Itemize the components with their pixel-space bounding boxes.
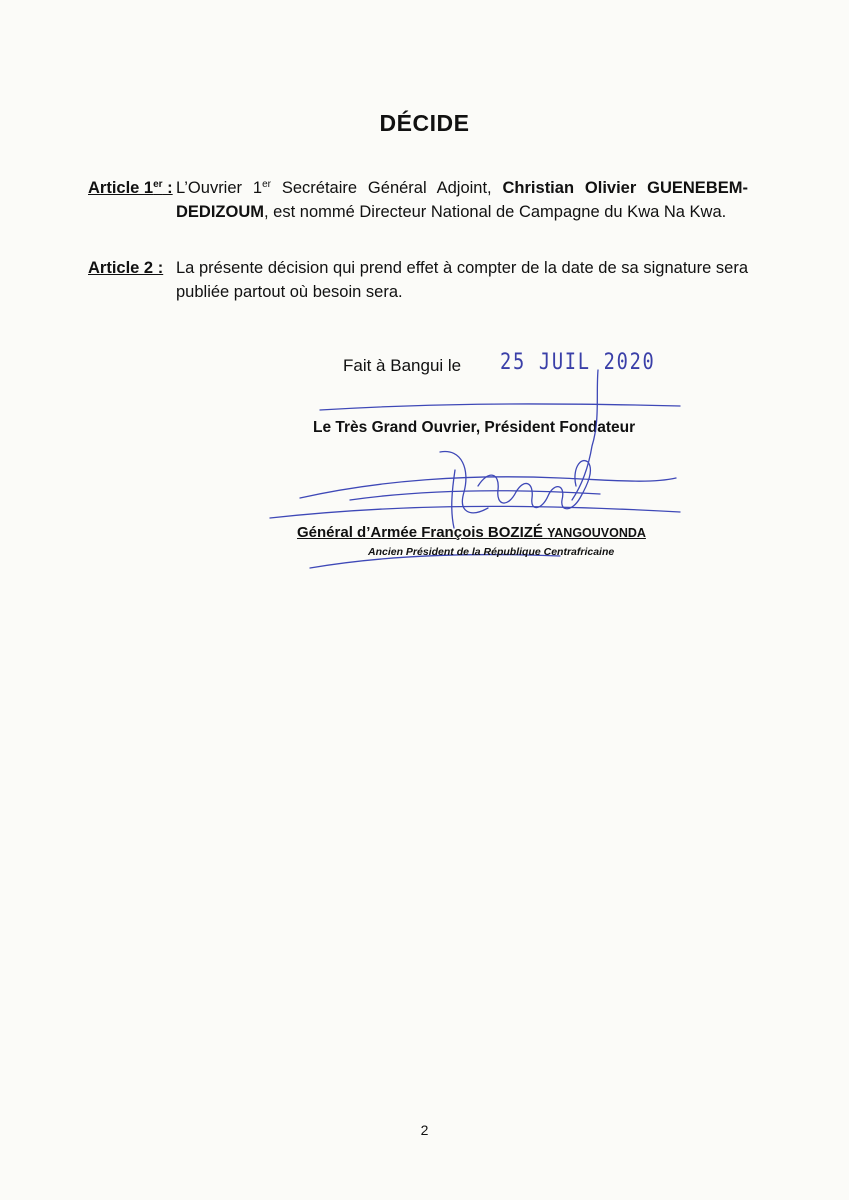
- article-1-label: Article 1er :: [88, 179, 173, 197]
- signer-role: Le Très Grand Ouvrier, Président Fondateur: [313, 419, 636, 436]
- article-2-label: Article 2 :: [88, 259, 164, 277]
- article-1-text: L’Ouvrier 1er Secrétaire Général Adjoint, Christian Olivier GUENEBEM-DEDIZOUM, est nommé Directeur National de Campagne du Kwa Na Kwa.: [176, 179, 748, 221]
- article-2: [88, 256, 748, 304]
- appointee-name: Christian Olivier GUENEBEM-DEDIZOUM: [176, 179, 748, 221]
- date-stamp: 25 JUIL 2020: [500, 350, 656, 375]
- signer-name: Général d’Armée François BOZIZÉ YANGOUVONDA: [297, 524, 646, 541]
- signer-title: Ancien Président de la République Centrafricaine: [368, 546, 615, 558]
- article-1: [88, 176, 748, 224]
- page-number: 2: [420, 1122, 429, 1138]
- place-line: Fait à Bangui le: [343, 356, 462, 375]
- decision-heading: DÉCIDE: [379, 110, 470, 136]
- article-2-text: La présente décision qui prend effet à compter de la date de sa signature sera publiée partout où besoin sera.: [176, 259, 748, 301]
